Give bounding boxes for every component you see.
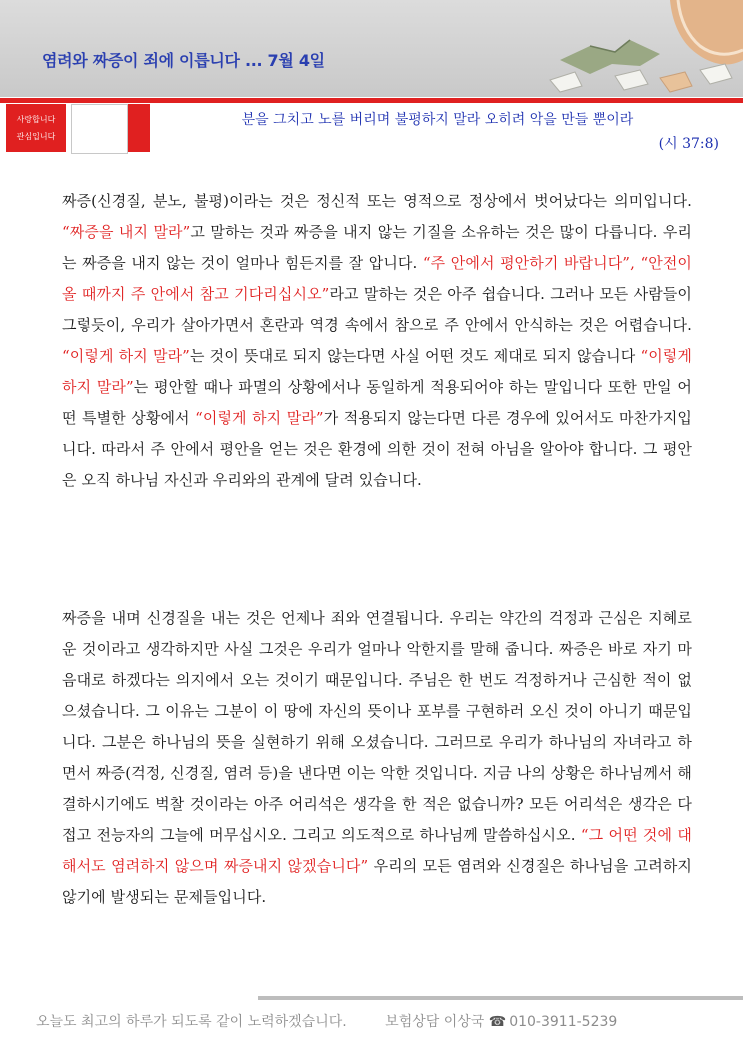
paragraph-2: [62, 603, 692, 913]
verse-reference: (시 37:8): [658, 136, 719, 152]
p1-text-3: 라고 말하는 것은 아주 쉽습니다. 그러나 모든 사람들이 그렇듯이, 우리가 살아가면서 혼란과 역경 속에서 참으로 주 안에서 안식하는 것은 어렵습니다.: [62, 285, 692, 334]
footer-divider: [258, 996, 743, 1000]
verse-text: 분을 그치고 노를 버리며 불평하지 말라 오히려 악을 만들 뿐이라: [241, 112, 634, 128]
verse-marker: [128, 104, 150, 152]
page-title: 염려와 짜증이 죄에 이릅니다 ... 7월 4일: [42, 51, 325, 70]
p2-quote-1: “그 어떤 것에 대해서도 염려하지 않으며 짜증내지 않겠습니다”: [62, 826, 692, 875]
footer-motto: 오늘도 최고의 하루가 되도록 같이 노력하겠습니다.: [36, 1014, 347, 1030]
broken-eggshell-money-illustration: [520, 0, 743, 97]
badge-line-2: 관심입니다: [16, 132, 56, 141]
p1-quote-2: “주 안에서 평안하기 바랍니다”, “안전이 올 때까지 주 안에서 참고 기다리십시오”: [62, 254, 692, 303]
footer: [36, 1011, 617, 1031]
blank-box: [71, 104, 128, 154]
phone-icon: ☎: [488, 1014, 507, 1030]
p2-text-1: 짜증을 내며 신경질을 내는 것은 언제나 죄와 연결됩니다. 우리는 약간의 걱정과 근심은 지혜로운 것이라고 생각하지만 사실 그것은 우리가 얼마나 악한지를 말해 줍니다. 짜증은 바로 자기 마음대로 하겠다는 의지에서 오는 것이기 때문입니다. 주님은 한 번도 걱정하거나 근심한 적이 없으셨습니다. 그 이유는 그분이 이 땅에 자신의 뜻이나 포부를 구현하러 오신 것이 아니기 때문입니다. 그분은 하나님의 뜻을 실현하기 위해 오셨습니다. 그러므로 우리가 하나님의 자녀라고 하면서 짜증(걱정, 신경질, 염려 등)을 낸다면 이는 악한 것입니다. 지금 나의 상황은 하나님께서 해결하시기에도 벅찰 것이라는 아주 어리석은 생각을 한 적은 없습니까? 모든 어리석은 생각은 다 접고 전능자의 그늘에 머무십시오. 그리고 의도적으로 하나님께 말씀하십시오.: [62, 609, 692, 844]
p1-text-1: 짜증(신경질, 분노, 불평)이라는 것은 정신적 또는 영적으로 정상에서 벗어났다는 의미입니다.: [62, 192, 692, 210]
p1-quote-3: “이렇게 하지 말라”: [62, 347, 190, 365]
p1-quote-4: “이렇게 하지 말라”: [62, 347, 692, 396]
header-banner: [0, 0, 743, 97]
p1-text-2: 고 말하는 것과 짜증을 내지 않는 기질을 소유하는 것은 많이 다릅니다. 우리는 짜증을 내지 않는 것이 얼마나 힘든지를 잘 압니다.: [62, 223, 692, 272]
badge-line-1: 사랑합니다: [16, 115, 56, 124]
p1-text-4: 는 것이 뜻대로 되지 않는다면 사실 어떤 것도 제대로 되지 않습니다: [189, 347, 641, 365]
contact-label: 보험상담 이상국: [385, 1014, 485, 1030]
paragraph-1: [62, 186, 692, 496]
p1-quote-5: “이렇게 하지 말라”: [195, 409, 324, 427]
love-badge: [6, 104, 66, 152]
scripture-verse: [150, 108, 725, 156]
header-divider: [0, 98, 743, 103]
p1-text-5: 는 평안할 때나 파멸의 상황에서나 동일하게 적용되어야 하는 말입니다 또한 만일 어떤 특별한 상황에서: [62, 378, 692, 427]
p2-text-2: 우리의 모든 염려와 신경질은 하나님을 고려하지 않기에 발생되는 문제들입니다.: [62, 857, 692, 906]
p1-quote-1: “짜증을 내지 말라”: [62, 223, 191, 241]
p1-text-6: 가 적용되지 않는다면 다른 경우에 있어서도 마찬가지입니다. 따라서 주 안에서 평안을 얻는 것은 환경에 의한 것이 전혀 아님을 알아야 합니다. 그 평안은 오직 하나님 자신과 우리와의 관계에 달려 있습니다.: [62, 409, 693, 489]
footer-contact: [385, 1014, 617, 1030]
phone-number: 010-3911-5239: [509, 1014, 618, 1030]
